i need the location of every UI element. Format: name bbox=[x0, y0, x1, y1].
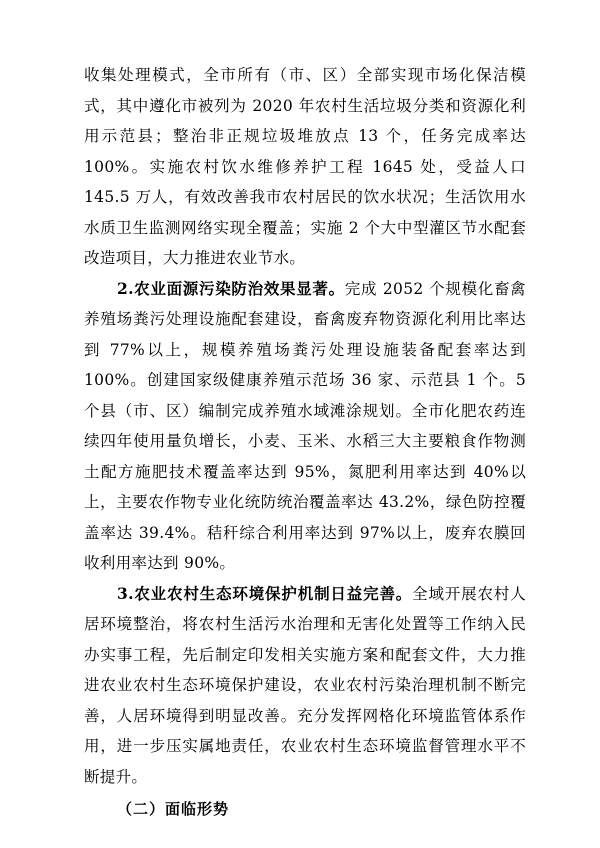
paragraph-section-3 bbox=[84, 579, 526, 793]
section-2-body: 完成 2052 个规模化畜禽养殖场粪污处理设施配套建设，畜禽废弃物资源化利用比率达到 77%以上，规模养殖场粪污处理设施装备配套率达到 100%。创建国家级健康养殖示范场 36 家、示范县 1 个。5 个县（市、区）编制完成养殖水域滩涂规划。全市化肥农药连续四年使用量负增长，小麦、玉米、水稻三大主要粮食作物测土配方施肥技术覆盖率达到 95%，氮肥利用率达到 40%以上，主要农作物专业化统防统治覆盖率达 43.2%，绿色防控覆盖率达 39.4%。秸秆综合利用率达到 97%以上，废弃农膜回收利用率达到 90%。 bbox=[84, 279, 526, 572]
paragraph-section-2 bbox=[84, 274, 526, 579]
section-3-body: 全域开展农村人居环境整治，将农村生活污水治理和无害化处置等工作纳入民办实事工程，先后制定印发相关实施方案和配套文件，大力推进农业农村生态环境保护建设，农业农村污染治理机制不断完善，人居环境得到明显改善。充分发挥网格化环境监管体系作用，进一步压实属地责任，农业农村生态环境监督管理水平不断提升。 bbox=[84, 584, 526, 786]
section-3-title: 3.农业农村生态环境保护机制日益完善。 bbox=[117, 583, 413, 603]
subheading-challenges: （二）面临形势 bbox=[117, 800, 230, 818]
paragraph-continuation: 收集处理模式，全市所有（市、区）全部实现市场化保洁模式，其中遵化市被列为 2020 年农村生活垃圾分类和资源化利用示范县；整治非正规垃圾堆放点 13 个，任务完成率达 100%。实施农村饮水维修养护工程 1645 处，受益人口 145.5 万人，有效改善我市农村居民的饮水状况；生活饮用水水质卫生监测网络实现全覆盖；实施 2 个大中型灌区节水配套改造项目，大力推进农业节水。 bbox=[84, 66, 526, 267]
section-2-title: 2.农业面源污染防治效果显著。 bbox=[117, 278, 345, 298]
document-body bbox=[84, 60, 526, 825]
